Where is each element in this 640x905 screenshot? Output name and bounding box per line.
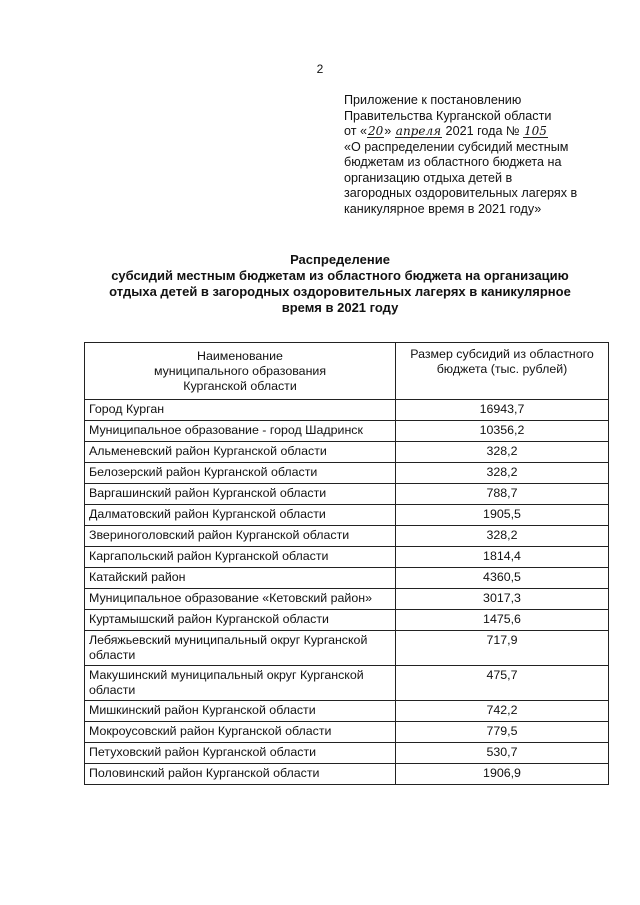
subsidy-amount-cell: 328,2 xyxy=(396,442,609,463)
subsidy-amount-cell: 16943,7 xyxy=(396,400,609,421)
municipality-name-cell: Муниципальное образование «Кетовский район» xyxy=(85,589,396,610)
date-suffix: 2021 года № xyxy=(442,124,520,138)
table-row xyxy=(85,743,609,764)
appendix-header xyxy=(344,93,624,217)
handwritten-doc-number: 105 xyxy=(523,124,547,138)
municipality-name-cell: Лебяжьевский муниципальный округ Курганской области xyxy=(85,631,396,666)
appendix-line-4: «О распределении субсидий местным xyxy=(344,139,569,154)
document-title xyxy=(60,252,620,316)
subsidy-amount-cell: 475,7 xyxy=(396,666,609,701)
title-line-4: время в 2021 году xyxy=(281,300,399,315)
municipality-name-cell: Далматовский район Курганской области xyxy=(85,505,396,526)
subsidy-amount-cell: 1906,9 xyxy=(396,764,609,785)
subsidy-amount-cell: 4360,5 xyxy=(396,568,609,589)
header-value-line-1: Размер субсидий из областного xyxy=(410,347,594,361)
municipality-name-cell: Муниципальное образование - город Шадринск xyxy=(85,421,396,442)
subsidy-amount-cell: 530,7 xyxy=(396,743,609,764)
table-row xyxy=(85,484,609,505)
appendix-line-5: бюджетам из областного бюджета на xyxy=(344,155,562,169)
appendix-line-7: загородных оздоровительных лагерях в xyxy=(344,186,578,200)
title-line-1: Распределение xyxy=(290,252,390,267)
table-row xyxy=(85,701,609,722)
subsidy-amount-cell: 788,7 xyxy=(396,484,609,505)
municipality-name-cell: Варгашинский район Курганской области xyxy=(85,484,396,505)
municipality-name-cell: Куртамышский район Курганской области xyxy=(85,610,396,631)
appendix-line-8: каникулярное время в 2021 году» xyxy=(344,201,542,216)
subsidy-amount-cell: 1814,4 xyxy=(396,547,609,568)
table-row xyxy=(85,421,609,442)
municipality-name-cell: Звериноголовский район Курганской области xyxy=(85,526,396,547)
municipality-name-cell: Катайский район xyxy=(85,568,396,589)
header-name-line-1: Наименование xyxy=(197,349,283,363)
table-row xyxy=(85,666,609,701)
municipality-name-cell: Белозерский район Курганской области xyxy=(85,463,396,484)
table-row xyxy=(85,722,609,743)
table-row xyxy=(85,526,609,547)
date-mid: » xyxy=(384,124,395,138)
subsidy-amount-cell: 742,2 xyxy=(396,701,609,722)
municipality-name-cell: Петуховский район Курганской области xyxy=(85,743,396,764)
municipality-name-cell: Город Курган xyxy=(85,400,396,421)
table-row xyxy=(85,442,609,463)
appendix-line-1: Приложение к постановлению xyxy=(344,93,522,107)
header-value-column xyxy=(396,343,609,400)
table-header-row xyxy=(85,343,609,400)
handwritten-month: апреля xyxy=(395,124,442,138)
appendix-line-6: организацию отдыха детей в xyxy=(344,170,513,185)
municipality-name-cell: Мишкинский район Курганской области xyxy=(85,701,396,722)
table-row xyxy=(85,631,609,666)
title-line-2: субсидий местным бюджетам из областного бюджета на организацию xyxy=(111,268,569,283)
appendix-line-2: Правительства Курганской области xyxy=(344,108,552,123)
header-value-line-2: бюджета (тыс. рублей) xyxy=(436,362,568,376)
subsidy-amount-cell: 328,2 xyxy=(396,526,609,547)
subsidy-amount-cell: 328,2 xyxy=(396,463,609,484)
date-prefix: от « xyxy=(344,124,367,138)
table-row xyxy=(85,589,609,610)
subsidy-amount-cell: 779,5 xyxy=(396,722,609,743)
page-number: 2 xyxy=(316,62,324,76)
municipality-name-cell: Половинский район Курганской области xyxy=(85,764,396,785)
subsidy-amount-cell: 717,9 xyxy=(396,631,609,666)
table-row xyxy=(85,764,609,785)
table-row xyxy=(85,505,609,526)
table-row xyxy=(85,610,609,631)
subsidy-amount-cell: 10356,2 xyxy=(396,421,609,442)
handwritten-day: 20 xyxy=(368,124,384,138)
municipality-name-cell: Макушинский муниципальный округ Курганской области xyxy=(85,666,396,701)
subsidy-amount-cell: 1475,6 xyxy=(396,610,609,631)
header-name-column xyxy=(85,343,396,400)
municipality-name-cell: Каргапольский район Курганской области xyxy=(85,547,396,568)
header-name-line-3: Курганской области xyxy=(183,379,297,393)
appendix-date-line xyxy=(344,124,624,140)
subsidy-amount-cell: 3017,3 xyxy=(396,589,609,610)
municipality-name-cell: Альменевский район Курганской области xyxy=(85,442,396,463)
table-row xyxy=(85,547,609,568)
table-row xyxy=(85,463,609,484)
header-name-line-2: муниципального образования xyxy=(153,364,327,378)
title-line-3: отдыха детей в загородных оздоровительных лагерях в каникулярное xyxy=(109,284,571,299)
table-row xyxy=(85,400,609,421)
subsidy-table xyxy=(84,342,609,785)
municipality-name-cell: Мокроусовский район Курганской области xyxy=(85,722,396,743)
subsidy-amount-cell: 1905,5 xyxy=(396,505,609,526)
table-row xyxy=(85,568,609,589)
